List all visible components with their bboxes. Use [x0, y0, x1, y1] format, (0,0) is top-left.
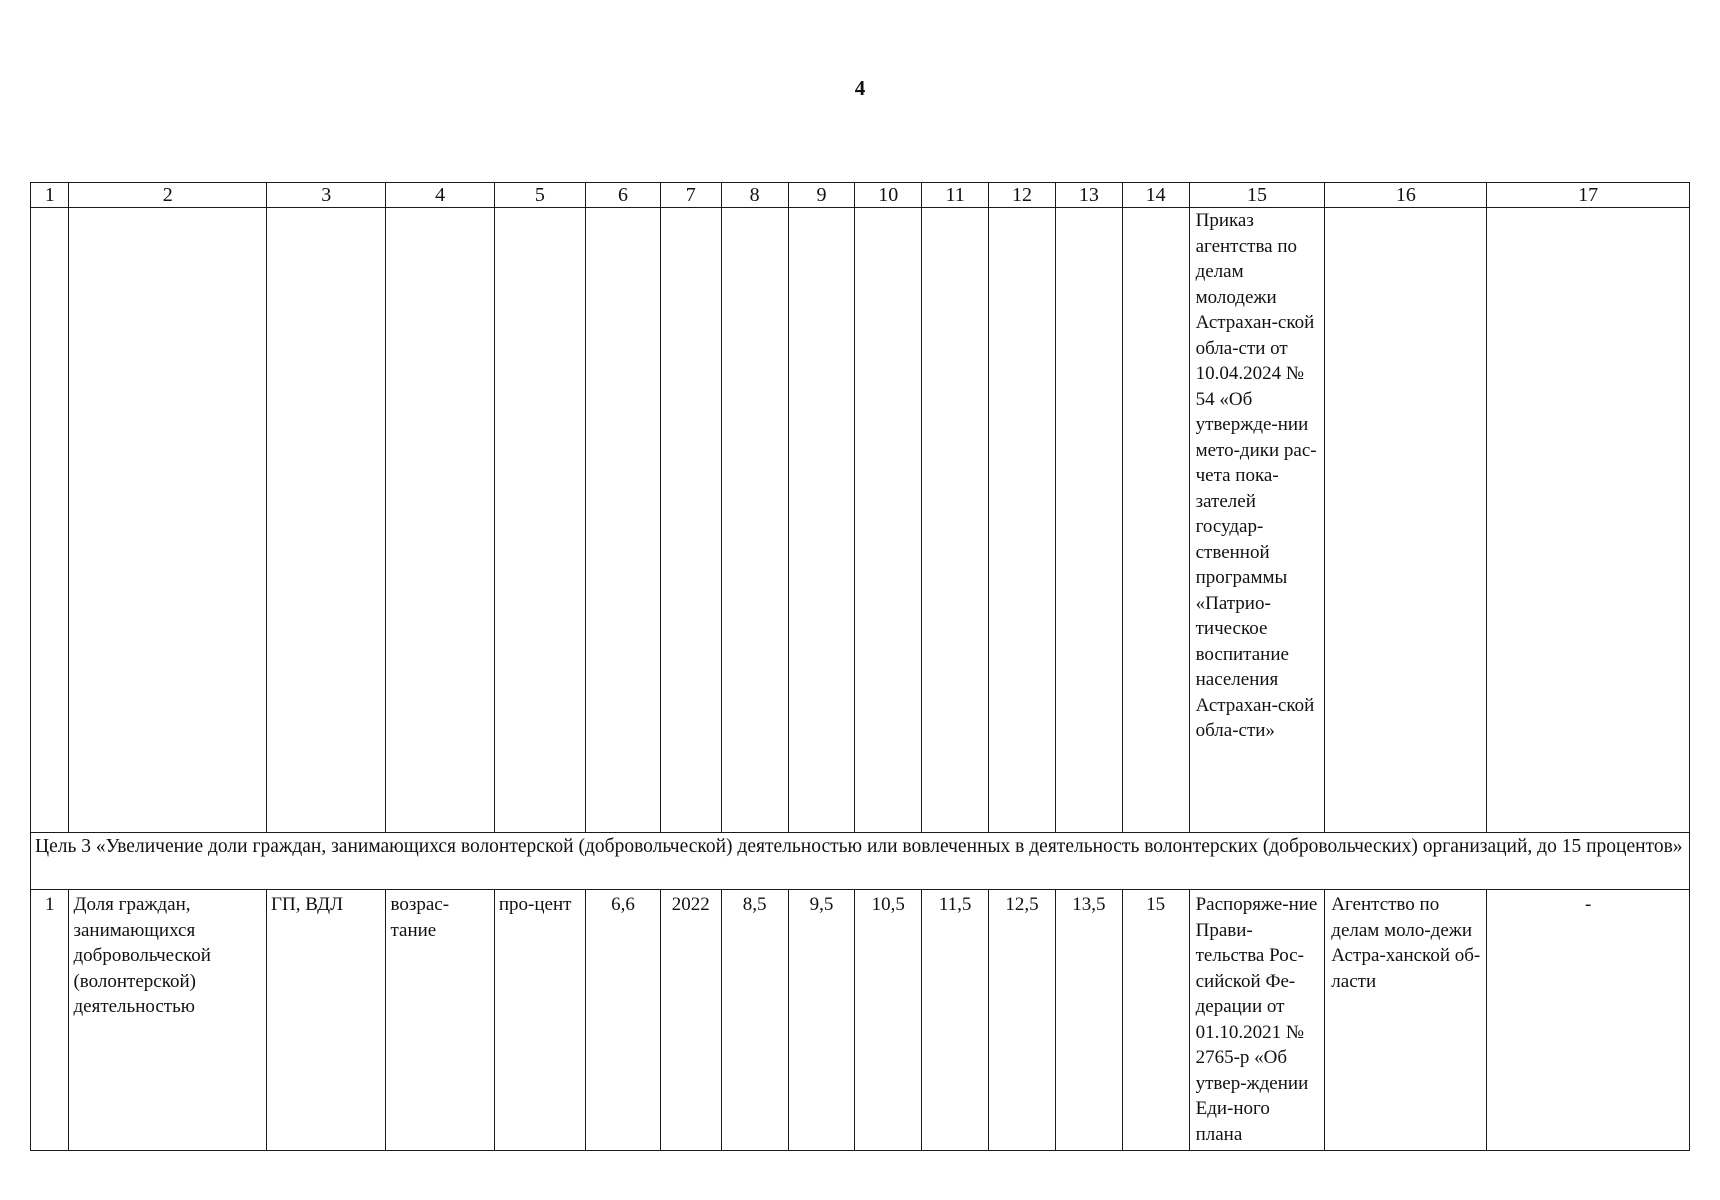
value-cell: 13,5 — [1055, 890, 1122, 1151]
header-cell: 6 — [585, 183, 660, 208]
base-year: 2022 — [660, 890, 721, 1151]
header-cell: 16 — [1325, 183, 1487, 208]
header-cell: 5 — [494, 183, 585, 208]
base-value: 6,6 — [585, 890, 660, 1151]
methodology-order-cell: Приказ агентства по делам молодежи Астрахан-ской обла-сти от 10.04.2024 № 54 «Об утвержде-нии мето-дики рас-чета пока-зателей государ-ственной программы «Патрио-тическое воспитание населения Астрахан-ской обла-сти» — [1189, 208, 1325, 833]
indicator-level: ГП, ВДЛ — [266, 890, 386, 1151]
header-cell: 8 — [721, 183, 788, 208]
goal-row — [31, 833, 1690, 890]
value-cell: 9,5 — [788, 890, 855, 1151]
table-row — [31, 208, 1690, 833]
header-cell: 9 — [788, 183, 855, 208]
header-cell: 7 — [660, 183, 721, 208]
indicator-trend: возрас-тание — [386, 890, 494, 1151]
row-number: 1 — [31, 890, 69, 1151]
header-cell: 15 — [1189, 183, 1325, 208]
header-cell: 2 — [69, 183, 267, 208]
header-cell: 13 — [1055, 183, 1122, 208]
document-reference: Распоряже-ние Прави-тельства Рос-сийской Фе-дерации от 01.10.2021 № 2765-р «Об утвер-ждении Еди-ного плана — [1189, 890, 1325, 1151]
indicators-table — [30, 182, 1690, 1151]
notes-cell: - — [1487, 890, 1690, 1151]
goal-text: Цель 3 «Увеличение доли граждан, занимающихся волонтерской (добровольческой) деятельностью или вовлеченных в деятельность волонтерских (добровольческих) организаций, до 15 процентов» — [31, 833, 1690, 890]
header-cell: 14 — [1122, 183, 1189, 208]
table-row — [31, 890, 1690, 1151]
unit-cell: про-цент — [494, 890, 585, 1151]
value-cell: 15 — [1122, 890, 1189, 1151]
page-number: 4 — [854, 76, 866, 100]
value-cell: 8,5 — [721, 890, 788, 1151]
indicator-name: Доля граждан, занимающихся добровольческой (волонтерской) деятельностью — [69, 890, 267, 1151]
responsible-agency: Агентство по делам моло-дежи Астра-ханской об-ласти — [1325, 890, 1487, 1151]
table-header-row — [31, 183, 1690, 208]
header-cell: 12 — [989, 183, 1056, 208]
header-cell: 1 — [31, 183, 69, 208]
header-cell: 3 — [266, 183, 386, 208]
header-cell: 10 — [855, 183, 922, 208]
value-cell: 10,5 — [855, 890, 922, 1151]
header-cell: 4 — [386, 183, 494, 208]
value-cell: 12,5 — [989, 890, 1056, 1151]
header-cell: 17 — [1487, 183, 1690, 208]
value-cell: 11,5 — [922, 890, 989, 1151]
header-cell: 11 — [922, 183, 989, 208]
